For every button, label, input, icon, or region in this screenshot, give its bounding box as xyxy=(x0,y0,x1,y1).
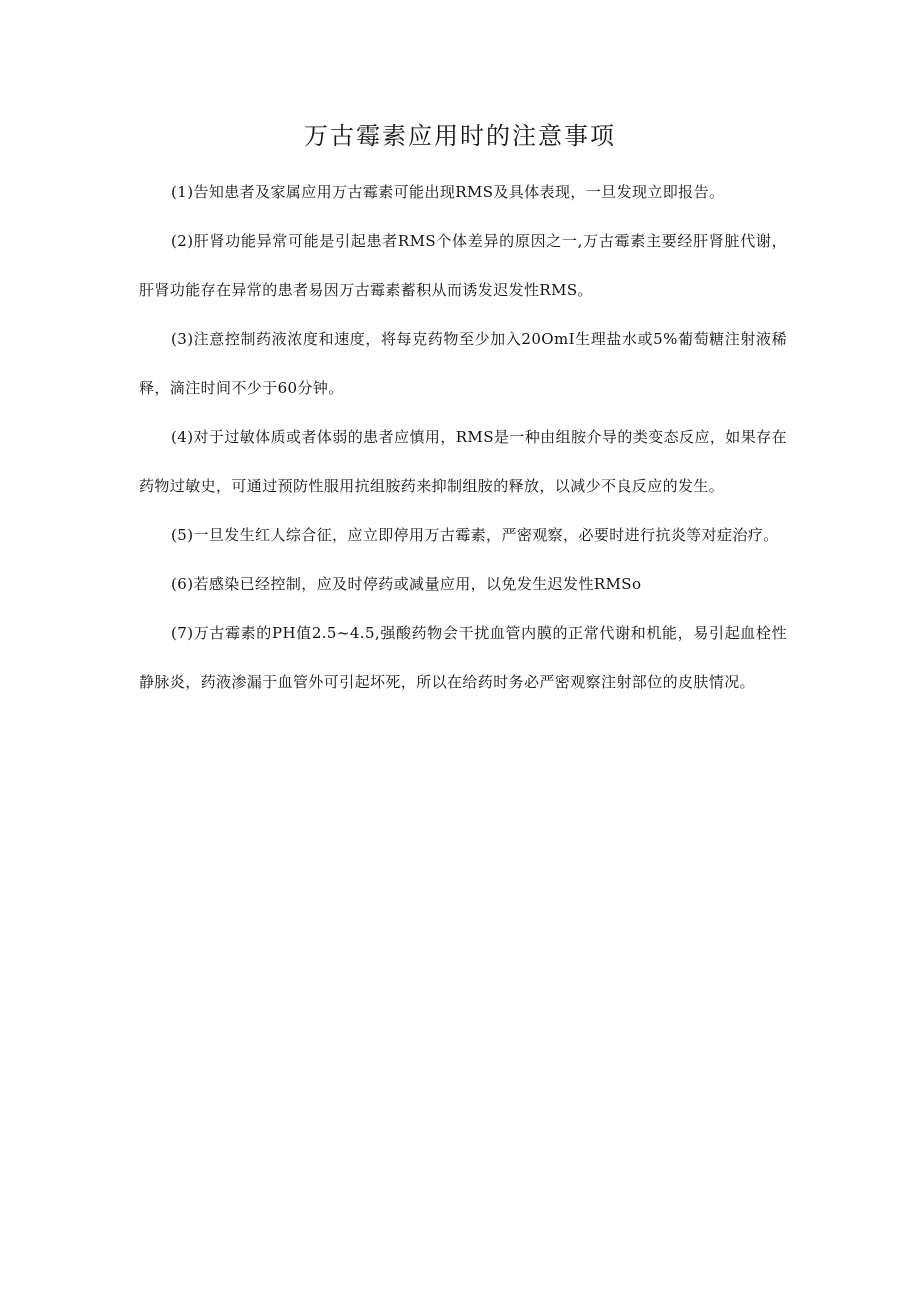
paragraph-3: (3)注意控制药液浓度和速度，将每克药物至少加入20OmI生理盐水或5%葡萄糖注射液稀释，滴注时间不少于60分钟。 xyxy=(139,330,787,397)
paragraph-7: (7)万古霉素的PH值2.5~4.5,强酸药物会干扰血管内膜的正常代谢和机能，易引起血栓性静脉炎，药液渗漏于血管外可引起坏死，所以在给药时务必严密观察注射部位的皮肤情况。 xyxy=(139,624,787,691)
paragraph-5: (5)一旦发生红人综合征，应立即停用万古霉素，严密观察，必要时进行抗炎等对症治疗。 xyxy=(171,526,779,544)
document-body xyxy=(139,168,787,707)
paragraph-1: (1)告知患者及家属应用万古霉素可能出现RMS及具体表现，一旦发现立即报告。 xyxy=(171,183,725,201)
paragraph-6: (6)若感染已经控制，应及时停药或减量应用，以免发生迟发性RMSo xyxy=(171,575,642,593)
paragraph-4: (4)对于过敏体质或者体弱的患者应慎用，RMS是一种由组胺介导的类变态反应，如果存在药物过敏史，可通过预防性服用抗组胺药来抑制组胺的释放，以减少不良反应的发生。 xyxy=(139,428,787,495)
paragraph-2: (2)肝肾功能异常可能是引起患者RMS个体差异的原因之一,万古霉素主要经肝肾脏代谢，肝肾功能存在异常的患者易因万古霉素蓄积从而诱发迟发性RMS。 xyxy=(139,232,787,299)
document-title: 万古霉素应用时的注意事项 xyxy=(304,122,616,150)
